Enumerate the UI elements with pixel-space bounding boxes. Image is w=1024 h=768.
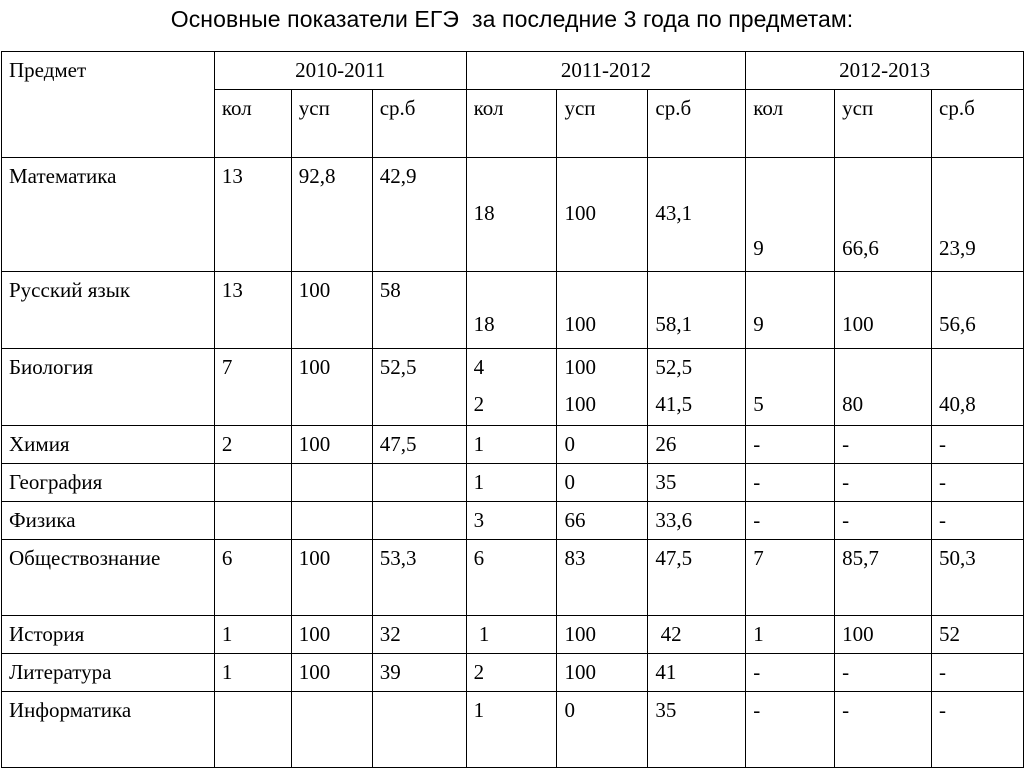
table-cell: 100 <box>557 616 648 654</box>
column-header: усп <box>291 90 372 158</box>
table-cell: 0 <box>557 464 648 502</box>
table-cell: 52,5 <box>372 349 466 426</box>
table-cell: 6 <box>214 540 291 616</box>
table-cell: 1 <box>466 464 557 502</box>
table-cell: 35 <box>648 464 746 502</box>
subject-cell: Физика <box>2 502 215 540</box>
cell-line: 100 <box>564 392 596 416</box>
table-cell: 53,3 <box>372 540 466 616</box>
year-header: 2011-2012 <box>466 52 746 90</box>
subject-cell: Биология <box>2 349 215 426</box>
table-cell: 100 <box>291 654 372 692</box>
table-cell: - <box>746 692 835 768</box>
table-cell <box>291 464 372 502</box>
table-cell <box>557 349 648 426</box>
column-header: кол <box>466 90 557 158</box>
table-cell: 9 <box>746 272 835 349</box>
table-cell: 2 <box>466 654 557 692</box>
table-row <box>2 426 1024 464</box>
column-header: усп <box>835 90 932 158</box>
table-cell: 32 <box>372 616 466 654</box>
table-cell: 13 <box>214 158 291 272</box>
table-cell <box>372 464 466 502</box>
subject-cell: Химия <box>2 426 215 464</box>
table-cell: - <box>746 464 835 502</box>
table-cell: 83 <box>557 540 648 616</box>
table-cell: 0 <box>557 426 648 464</box>
table-cell: 42,9 <box>372 158 466 272</box>
table-cell: 7 <box>746 540 835 616</box>
table-cell: 6 <box>466 540 557 616</box>
table-cell: 42 <box>648 616 746 654</box>
subject-cell: Информатика <box>2 692 215 768</box>
table-cell: - <box>932 692 1024 768</box>
table-cell: 100 <box>835 272 932 349</box>
table-cell: 100 <box>291 616 372 654</box>
table-row <box>2 272 1024 349</box>
table-cell: - <box>932 502 1024 540</box>
cell-line: 100 <box>564 355 596 379</box>
table-cell: 0 <box>557 692 648 768</box>
table-row <box>2 654 1024 692</box>
year-header: 2010-2011 <box>214 52 466 90</box>
table-cell: 1 <box>466 692 557 768</box>
table-cell: 1 <box>466 616 557 654</box>
column-header: кол <box>746 90 835 158</box>
table-cell: 66,6 <box>835 158 932 272</box>
table-cell <box>214 692 291 768</box>
table-cell: 7 <box>214 349 291 426</box>
table-cell: 100 <box>557 158 648 272</box>
table-row <box>2 464 1024 502</box>
table-cell: 50,3 <box>932 540 1024 616</box>
subject-cell: Обществознание <box>2 540 215 616</box>
table-cell <box>372 502 466 540</box>
table-cell: 35 <box>648 692 746 768</box>
column-header: ср.б <box>648 90 746 158</box>
table-row <box>2 349 1024 426</box>
table-cell: 18 <box>466 272 557 349</box>
table-cell <box>291 692 372 768</box>
table-cell: 56,6 <box>932 272 1024 349</box>
cell-line: 2 <box>473 392 485 416</box>
table-cell: - <box>835 426 932 464</box>
table-row <box>2 616 1024 654</box>
table-cell: 66 <box>557 502 648 540</box>
cell-line: 41,5 <box>655 392 693 416</box>
subject-cell: Литература <box>2 654 215 692</box>
table-row <box>2 158 1024 272</box>
subject-cell: Математика <box>2 158 215 272</box>
table-cell: - <box>835 464 932 502</box>
table-cell: 39 <box>372 654 466 692</box>
table-cell: - <box>932 654 1024 692</box>
table-cell <box>291 502 372 540</box>
table-cell: - <box>932 426 1024 464</box>
table-cell: 1 <box>466 426 557 464</box>
table-cell: - <box>746 654 835 692</box>
table-cell: 13 <box>214 272 291 349</box>
table-cell: 100 <box>557 272 648 349</box>
year-header: 2012-2013 <box>746 52 1024 90</box>
table-cell: 23,9 <box>932 158 1024 272</box>
table-cell: - <box>746 502 835 540</box>
column-header: ср.б <box>932 90 1024 158</box>
table-cell: - <box>746 426 835 464</box>
table-cell <box>214 464 291 502</box>
subject-cell: География <box>2 464 215 502</box>
table-cell: 1 <box>214 616 291 654</box>
subject-cell: Русский язык <box>2 272 215 349</box>
column-header: ср.б <box>372 90 466 158</box>
table-cell: 58 <box>372 272 466 349</box>
table-cell: 26 <box>648 426 746 464</box>
table-cell: 1 <box>214 654 291 692</box>
subject-header: Предмет <box>2 52 215 158</box>
table-cell: 3 <box>466 502 557 540</box>
table-cell: 47,5 <box>648 540 746 616</box>
table-cell: 5 <box>746 349 835 426</box>
table-cell: 9 <box>746 158 835 272</box>
subject-cell: История <box>2 616 215 654</box>
table-cell: 85,7 <box>835 540 932 616</box>
table-cell: 2 <box>214 426 291 464</box>
exam-results-table <box>1 51 1024 768</box>
table-cell <box>214 502 291 540</box>
table-cell: 100 <box>835 616 932 654</box>
table-cell: 1 <box>746 616 835 654</box>
table-cell <box>648 349 746 426</box>
table-cell: 47,5 <box>372 426 466 464</box>
table-cell: 52 <box>932 616 1024 654</box>
table-cell: 58,1 <box>648 272 746 349</box>
table-cell: 80 <box>835 349 932 426</box>
table-cell: 100 <box>291 540 372 616</box>
table-cell: - <box>835 654 932 692</box>
table-cell: 100 <box>291 349 372 426</box>
table-row <box>2 540 1024 616</box>
table-cell: 100 <box>557 654 648 692</box>
cell-line: 4 <box>473 355 485 379</box>
cell-line: 52,5 <box>655 355 693 379</box>
table-cell: 92,8 <box>291 158 372 272</box>
table-row <box>2 502 1024 540</box>
table-cell: 41 <box>648 654 746 692</box>
table-cell: 40,8 <box>932 349 1024 426</box>
table-cell: - <box>835 692 932 768</box>
table-cell <box>372 692 466 768</box>
table-cell: - <box>932 464 1024 502</box>
table-row <box>2 692 1024 768</box>
table-cell: 18 <box>466 158 557 272</box>
page-title: Основные показатели ЕГЭ за последние 3 года по предметам: <box>170 6 854 32</box>
table-cell: 43,1 <box>648 158 746 272</box>
table-cell: - <box>835 502 932 540</box>
table-cell <box>466 349 557 426</box>
table-cell: 33,6 <box>648 502 746 540</box>
column-header: усп <box>557 90 648 158</box>
table-cell: 100 <box>291 426 372 464</box>
table-cell: 100 <box>291 272 372 349</box>
column-header: кол <box>214 90 291 158</box>
